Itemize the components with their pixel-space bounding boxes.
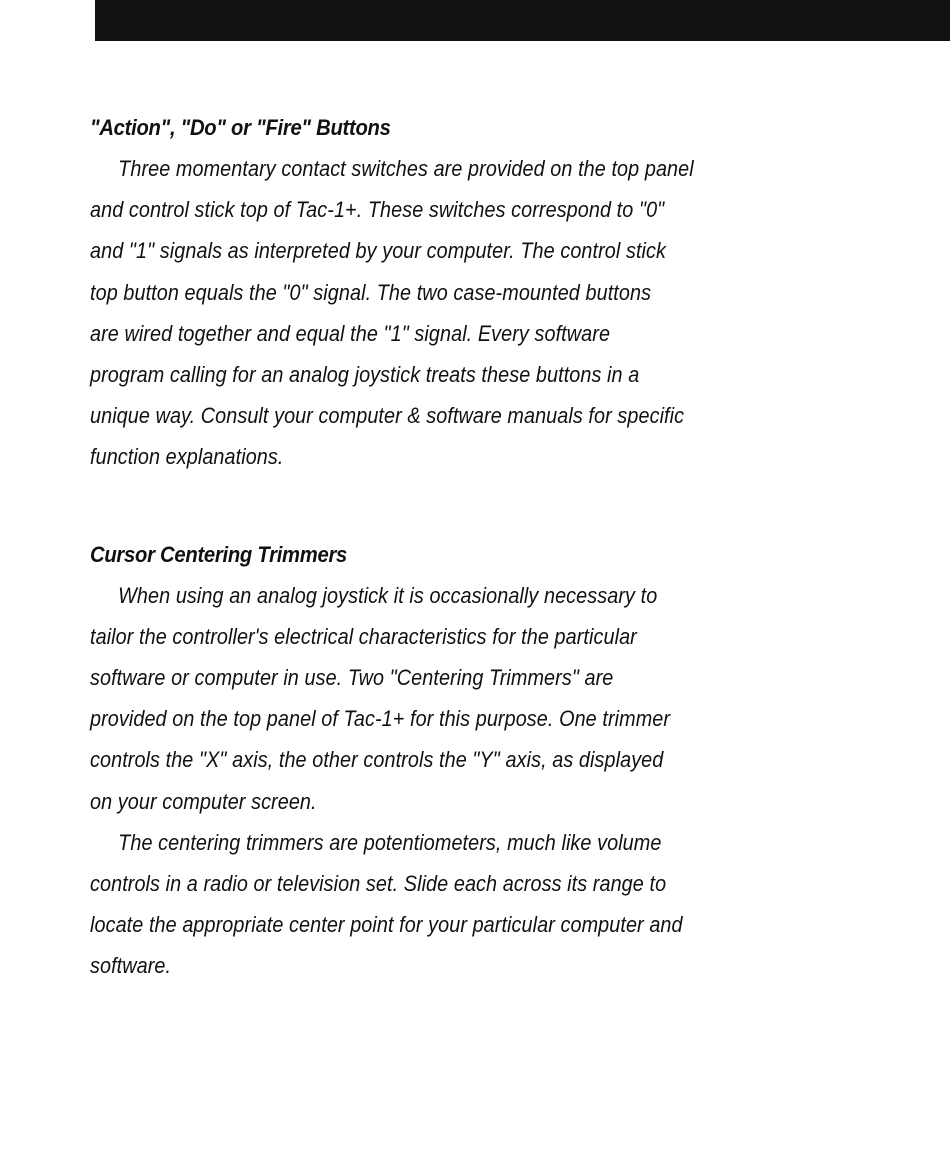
section-paragraph-trimmers-purpose: When using an analog joystick it is occasionally necessary to tailor the controller's electrical characteristics for the particular software or computer in use. Two "Centering Trimmers" are provided on the top panel of Tac-1+ for this purpose. One trimmer controls the "X" axis, the other controls the "Y" axis, as displayed on your computer screen.: [90, 582, 671, 814]
section-paragraph-action-buttons: Three momentary contact switches are provided on the top panel and control stick top of Tac-1+. These switches correspond to "0" and "1" signals as interpreted by your computer. The control stick top button equals the "0" signal. The two case-mounted buttons are wired together and equal the "1" signal. Every software program calling for an analog joystick treats these buttons in a unique way. Consult your computer & software manuals for specific function explanations.: [90, 156, 694, 470]
section-cursor-centering-trimmers: [90, 535, 880, 987]
section-action-buttons: [90, 108, 880, 478]
manual-page: [90, 108, 880, 987]
section-heading-action-buttons: "Action", "Do" or "Fire" Buttons: [90, 115, 391, 140]
section-heading-cursor-centering-trimmers: Cursor Centering Trimmers: [90, 541, 348, 567]
section-paragraph-trimmers-usage: The centering trimmers are potentiometers, much like volume controls in a radio or television set. Slide each across its range to locate the appropriate center point for your particular computer and software.: [90, 829, 683, 979]
page-header-bar: [95, 0, 950, 41]
